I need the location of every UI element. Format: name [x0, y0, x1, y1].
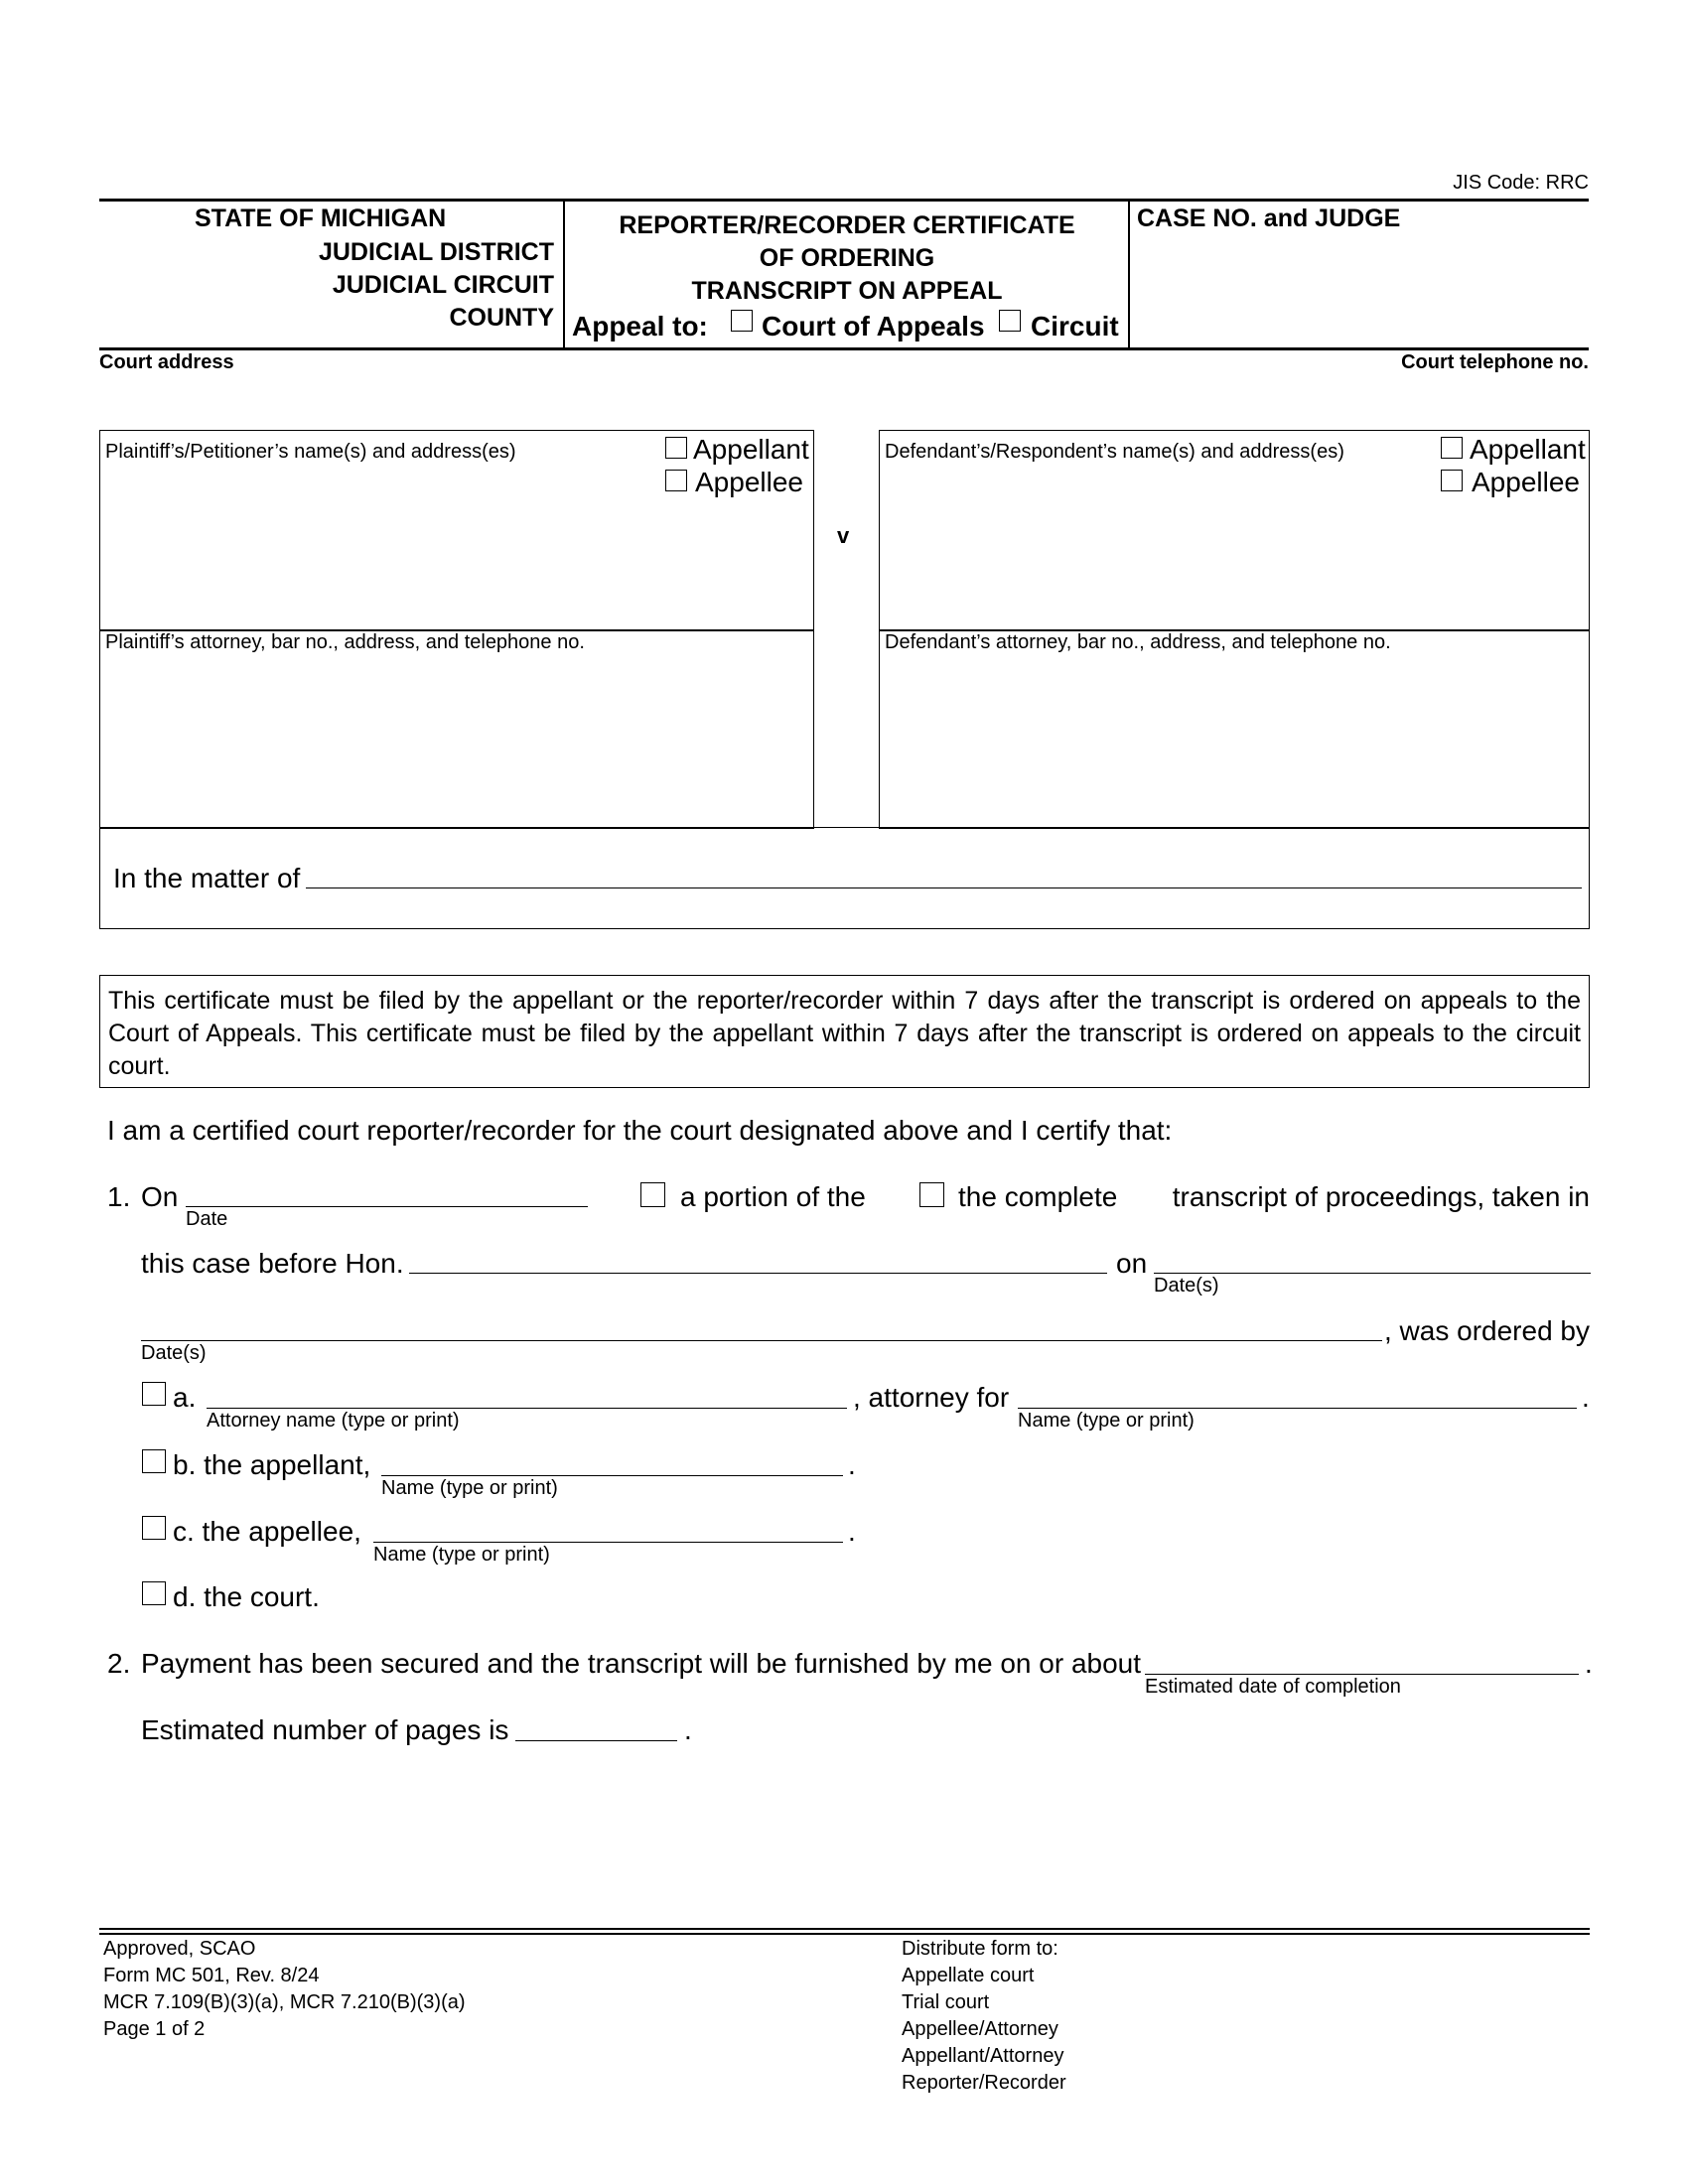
court-address-label: Court address [99, 351, 234, 373]
distribute-label: Distribute form to: [902, 1938, 1058, 1960]
form-title-line-3: TRANSCRIPT ON APPEAL [691, 277, 1003, 305]
footer-mcr: MCR 7.109(B)(3)(a), MCR 7.210(B)(3)(a) [103, 1991, 466, 2013]
appellee-name-field[interactable] [373, 1542, 843, 1543]
footer-rule-1 [99, 1928, 1590, 1930]
footer-page: Page 1 of 2 [103, 2018, 206, 2040]
defendant-appellee-label: Appellee [1472, 467, 1580, 497]
dates-continued-field[interactable] [141, 1340, 1382, 1341]
court-of-appeals-checkbox[interactable] [731, 310, 753, 332]
notice-text: This certificate must be filed by the appellant or the reporter/recorder within 7 days after the transcript is ordered on appeals to the Court of Appeals. This certificate must be filed by the appellant within 7 days after the transcript is ordered on appeals to the circuit court. [108, 987, 1581, 1080]
attorney-name-field[interactable] [207, 1408, 847, 1409]
defendant-appellant-checkbox[interactable] [1441, 437, 1463, 459]
attorney-name-caption: Attorney name (type or print) [207, 1410, 460, 1432]
portion-label: a portion of the [680, 1181, 866, 1212]
header-top-rule [99, 199, 1589, 202]
footer-approved: Approved, SCAO [103, 1938, 256, 1960]
plaintiff-appellant-checkbox[interactable] [665, 437, 687, 459]
distribute-item: Appellant/Attorney [902, 2045, 1064, 2067]
footer-rule-2 [99, 1933, 1590, 1935]
dates-continued-caption: Date(s) [141, 1342, 207, 1364]
attorney-for-label: , attorney for [853, 1382, 1010, 1413]
defendant-label: Defendant’s/Respondent’s name(s) and address(es) [885, 441, 1344, 463]
option-c-label: c. the appellee, [173, 1516, 361, 1547]
on-dates-label: on [1116, 1248, 1148, 1279]
plaintiff-appellee-checkbox[interactable] [665, 470, 687, 491]
appellee-checkbox[interactable] [142, 1516, 166, 1540]
defendant-appellant-label: Appellant [1470, 434, 1586, 465]
notice-box [99, 975, 1590, 1088]
judge-name-field[interactable] [409, 1273, 1107, 1274]
attorney-for-name-caption: Name (type or print) [1018, 1410, 1195, 1432]
period-c: . [848, 1516, 856, 1547]
court-district: JUDICIAL DISTRICT [318, 238, 554, 266]
defendant-attorney-label: Defendant’s attorney, bar no., address, and telephone no. [885, 631, 1391, 653]
appellant-name-field[interactable] [381, 1475, 843, 1476]
form-title-line-1: REPORTER/RECORDER CERTIFICATE [619, 211, 1075, 239]
court-telephone-label: Court telephone no. [1401, 351, 1589, 373]
versus-label: v [837, 523, 850, 548]
attorney-for-name-field[interactable] [1018, 1408, 1577, 1409]
plaintiff-appellant-label: Appellant [693, 434, 809, 465]
portion-checkbox[interactable] [640, 1182, 665, 1207]
distribute-item: Appellate court [902, 1965, 1035, 1986]
item1-on: On [141, 1181, 179, 1212]
option-d-label: d. the court. [173, 1581, 320, 1612]
header-bottom-rule [99, 347, 1589, 350]
form-title-line-2: OF ORDERING [759, 244, 935, 272]
court-state: STATE OF MICHIGAN [195, 205, 447, 232]
completion-date-caption: Estimated date of completion [1145, 1676, 1401, 1698]
appellee-name-caption: Name (type or print) [373, 1544, 550, 1566]
hearing-dates-caption: Date(s) [1154, 1275, 1219, 1297]
distribute-item: Reporter/Recorder [902, 2072, 1066, 2094]
circuit-label: Circuit [1031, 311, 1119, 341]
completion-date-field[interactable] [1145, 1674, 1579, 1675]
appellant-checkbox[interactable] [142, 1449, 166, 1473]
court-county: COUNTY [449, 304, 554, 332]
period-b: . [848, 1449, 856, 1480]
footer-left [103, 1936, 466, 2043]
header-divider-1 [563, 199, 565, 349]
court-checkbox[interactable] [142, 1581, 166, 1605]
period-a: . [1582, 1382, 1590, 1413]
before-hon-label: this case before Hon. [141, 1248, 404, 1279]
option-b-label: b. the appellant, [173, 1449, 371, 1480]
header-divider-2 [1128, 199, 1130, 349]
item2-number: 2. [107, 1648, 131, 1679]
circuit-checkbox[interactable] [999, 310, 1021, 332]
item1-date-field[interactable] [186, 1206, 588, 1207]
court-of-appeals-label: Court of Appeals [762, 311, 985, 341]
ordered-by-label: , was ordered by [1384, 1315, 1590, 1346]
transcript-text: transcript of proceedings, taken in [1172, 1181, 1590, 1212]
appellant-name-caption: Name (type or print) [381, 1477, 558, 1499]
attorney-checkbox[interactable] [142, 1382, 166, 1406]
certify-statement: I am a certified court reporter/recorder for the court designated above and I certify that: [107, 1115, 1173, 1146]
in-the-matter-of-label: In the matter of [113, 863, 301, 893]
plaintiff-attorney-label: Plaintiff’s attorney, bar no., address, and telephone no. [105, 631, 585, 653]
complete-label: the complete [958, 1181, 1118, 1212]
appeal-to-label: Appeal to: [572, 311, 708, 341]
item1-date-caption: Date [186, 1208, 228, 1230]
plaintiff-label: Plaintiff’s/Petitioner’s name(s) and address(es) [105, 441, 516, 463]
defendant-appellee-checkbox[interactable] [1441, 470, 1463, 491]
pages-field[interactable] [515, 1740, 677, 1741]
complete-checkbox[interactable] [919, 1182, 944, 1207]
jis-code: JIS Code: RRC [1453, 172, 1589, 194]
court-circuit: JUDICIAL CIRCUIT [332, 271, 554, 299]
matter-box [99, 827, 1590, 929]
in-the-matter-of-field[interactable] [306, 887, 1582, 888]
case-no-label: CASE NO. and JUDGE [1137, 205, 1401, 232]
payment-text: Payment has been secured and the transcript will be furnished by me on or about [141, 1648, 1142, 1679]
distribute-item: Trial court [902, 1991, 990, 2013]
period-2: . [1585, 1648, 1593, 1679]
pages-text: Estimated number of pages is [141, 1714, 509, 1745]
item1-number: 1. [107, 1181, 131, 1212]
period-3: . [684, 1714, 692, 1745]
option-a-label: a. [173, 1382, 197, 1413]
footer-form-number: Form MC 501, Rev. 8/24 [103, 1965, 320, 1986]
footer-distribution [902, 1936, 1066, 2097]
hearing-dates-field[interactable] [1154, 1273, 1591, 1274]
plaintiff-appellee-label: Appellee [695, 467, 803, 497]
distribute-item: Appellee/Attorney [902, 2018, 1058, 2040]
